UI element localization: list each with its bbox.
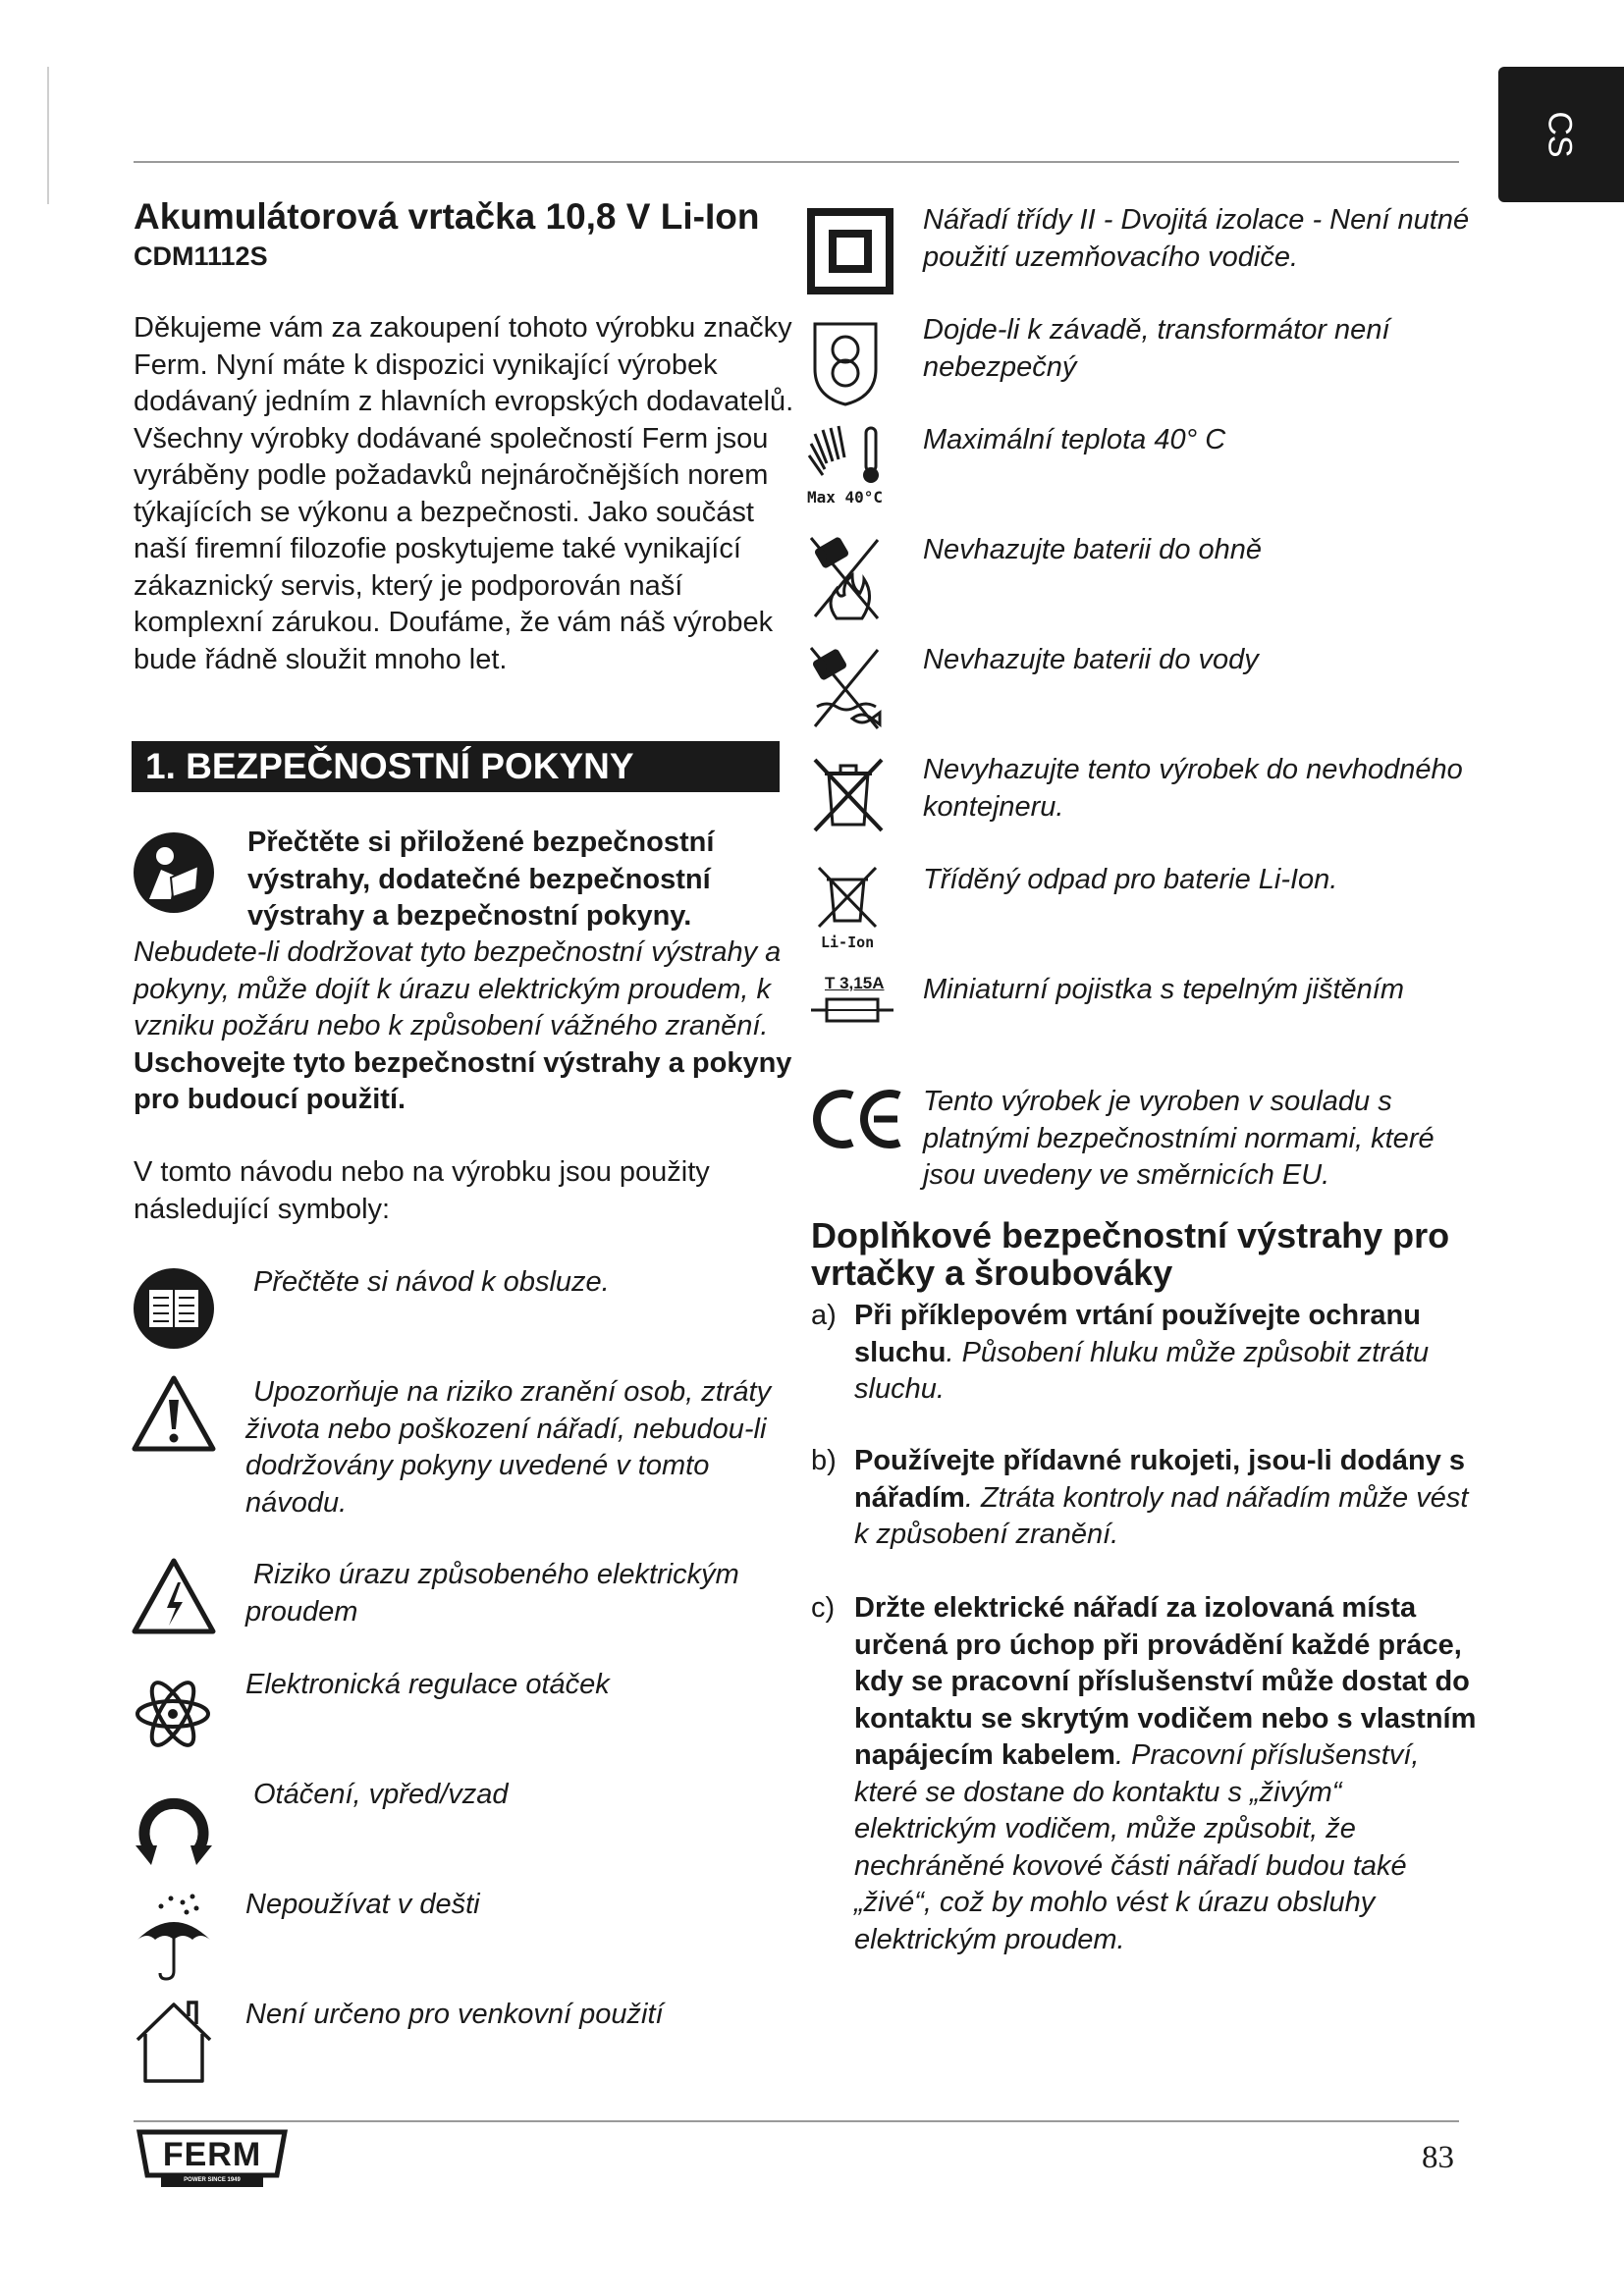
- logo-subtext: POWER SINCE 1949: [184, 2177, 241, 2183]
- header-rule: [134, 161, 1459, 163]
- additional-warnings-heading: Doplňkové bezpečnostní výstrahy pro vrtačky a šroubováky: [811, 1215, 1450, 1293]
- symbol-text-manual: Přečtěte si návod k obsluze.: [253, 1266, 610, 1298]
- item-b-rest: . Ztráta kontroly nad nářadím může vést k způsobení zranění.: [854, 1481, 1469, 1550]
- item-c-rest: . Pracovní příslušenství, které se dostane do kontaktu s „živým“ elektrickým vodičem, může způsobit, že nechráněné kovové části nářadí budou také „živé“, což by mohlo vést k úrazu obsluhy elektrickým proudem.: [854, 1739, 1420, 1955]
- language-tab-label: CS: [1541, 111, 1579, 158]
- house-icon: [132, 1997, 216, 2085]
- symbol-text-fuse: Miniaturní pojistka s tepelným jištěním: [923, 974, 1404, 1005]
- logo-text: FERM: [162, 2136, 262, 2173]
- section-heading: 1. BEZPEČNOSTNÍ POKYNY: [132, 741, 780, 792]
- item-b-letter: b): [811, 1445, 837, 1476]
- read-instructions-icon: [132, 830, 216, 915]
- ferm-logo: [134, 2128, 291, 2189]
- no-water-icon: [807, 644, 886, 737]
- fuse-icon: [811, 974, 893, 1032]
- electronic-speed-icon: [132, 1675, 214, 1753]
- symbols-intro: V tomto návodu nebo na výrobku jsou použity následující symboly:: [134, 1156, 710, 1225]
- read-warning-bold: [247, 825, 797, 935]
- margin-bar: [47, 67, 49, 204]
- symbol-text-indoor: Není určeno pro venkovní použití: [245, 1999, 664, 2030]
- fuse-label: T 3,15A: [825, 974, 885, 992]
- read-warning-line-1: Přečtěte si přiložené bezpečnostní: [247, 827, 715, 858]
- ce-mark-icon: [811, 1088, 905, 1155]
- manual-book-icon: [132, 1266, 216, 1351]
- warning-triangle-icon: [132, 1374, 216, 1453]
- language-tab: [1498, 67, 1624, 202]
- symbol-text-fire: Nevhazujte baterii do ohně: [923, 534, 1263, 565]
- read-warning-line-3: výstrahy a bezpečnostní pokyny.: [247, 900, 692, 932]
- umbrella-rain-icon: [132, 1893, 216, 1981]
- page-title: Akumulátorová vrtačka 10,8 V Li-Ion: [134, 196, 760, 237]
- electric-shock-icon: [132, 1557, 216, 1635]
- li-ion-label: Li-Ion: [821, 934, 875, 951]
- double-insulation-icon: [807, 208, 893, 299]
- item-a-letter: a): [811, 1300, 837, 1331]
- crossed-bin-icon: [811, 756, 886, 839]
- symbol-text-speed: Elektronická regulace otáček: [245, 1669, 610, 1700]
- item-c-bold: Držte elektrické nářadí za izolovaná místa určená pro úchop při provádění každé práce, kdy se pracovní příslušenství může dostat do kontaktu se skrytým vodičem nebo s vlastním napájecím kabelem: [854, 1592, 1477, 1771]
- read-warning-line-2: výstrahy, dodatečné bezpečnostní: [247, 863, 711, 895]
- symbol-text-shock: Riziko úrazu způsobeného elektrickým proudem: [245, 1559, 739, 1628]
- symbol-text-rotation: Otáčení, vpřed/vzad: [253, 1779, 509, 1810]
- symbol-text-temperature: Maximální teplota 40° C: [923, 424, 1226, 455]
- symbol-text-bin: Nevyhazujte tento výrobek do nevhodného kontejneru.: [923, 754, 1463, 823]
- symbol-text-water: Nevhazujte baterii do vody: [923, 644, 1259, 675]
- page-number: 83: [1422, 2140, 1454, 2175]
- item-b-bold: Používejte přídavné rukojeti, jsou-li dodány s nářadím: [854, 1445, 1466, 1514]
- symbol-text-double-insulation: Nářadí třídy II - Dvojitá izolace - Není nutné použití uzemňovacího vodiče.: [923, 204, 1470, 273]
- read-warning-body: [134, 934, 801, 1119]
- item-a-body: [854, 1298, 1483, 1409]
- intro-paragraph: Děkujeme vám za zakoupení tohoto výrobku značky Ferm. Nyní máte k dispozici vynikající výrobek dodávaný jedním z hlavních evropských dodavatelů. Všechny výrobky dodávané společností Ferm jsou vyráběny podle požadavků nejnáročnějších norem týkajících se výkonu a bezpečnosti. Jako součást naší firemní filozofie poskytujeme také vynikající zákaznický servis, který je podporován naší komplexní zárukou. Doufáme, že vám náš výrobek bude řádně sloužit mnoho let.: [134, 312, 794, 675]
- item-b-body: [854, 1443, 1483, 1554]
- symbol-text-li-ion: Tříděný odpad pro baterie Li-Ion.: [923, 864, 1338, 895]
- max-temperature-icon: [807, 424, 886, 507]
- rotation-icon: [132, 1785, 216, 1867]
- no-fire-icon: [807, 534, 886, 627]
- footer-rule: [134, 2120, 1459, 2122]
- symbol-text-transformer: Dojde-li k závadě, transformátor není nebezpečný: [923, 314, 1390, 383]
- model-number: CDM1112S: [134, 241, 268, 271]
- safety-transformer-icon: [811, 320, 880, 411]
- read-warning-italic: Nebudete-li dodržovat tyto bezpečnostní výstrahy a pokyny, může dojít k úrazu elektrickým proudem, k vzniku požáru nebo k způsobení vážného zranění.: [134, 936, 782, 1041]
- item-c-body: [854, 1590, 1483, 1958]
- read-warning-keep: Uschovejte tyto bezpečnostní výstrahy a pokyny pro budoucí použití.: [134, 1046, 792, 1115]
- item-a-rest: . Působení hluku může způsobit ztrátu sluchu.: [854, 1336, 1430, 1405]
- item-c-letter: c): [811, 1592, 836, 1624]
- max-temperature-label: Max 40°C: [807, 488, 884, 507]
- li-ion-bin-icon: [815, 866, 880, 951]
- symbol-text-ce: Tento výrobek je vyroben v souladu s platnými bezpečnostními normami, které jsou uvedeny ve směrnicích EU.: [923, 1086, 1435, 1191]
- symbol-text-rain: Nepoužívat v dešti: [245, 1889, 480, 1920]
- item-a-bold: Při příklepovém vrtání používejte ochranu sluchu: [854, 1300, 1421, 1368]
- symbol-text-warning: Upozorňuje na riziko zranění osob, ztráty života nebo poškození nářadí, nebudou-li dodržovány pokyny uvedené v tomto návodu.: [245, 1376, 772, 1519]
